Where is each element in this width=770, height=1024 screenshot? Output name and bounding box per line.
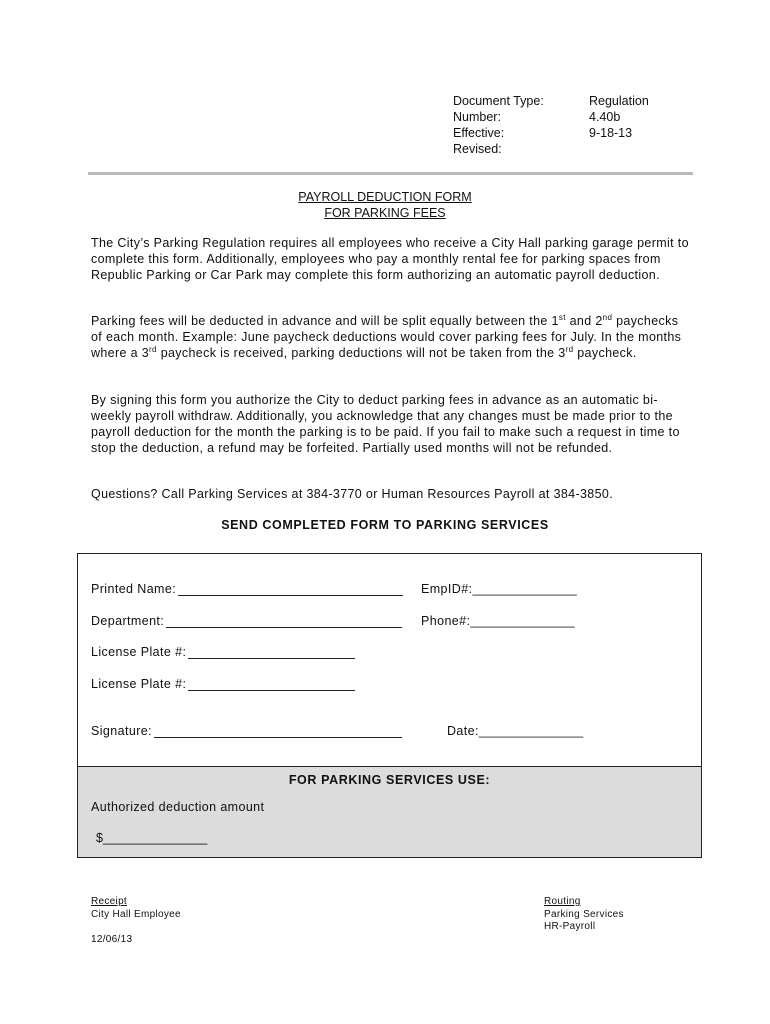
deduction-amount-label: Authorized deduction amount bbox=[91, 800, 265, 814]
routing-line-2: HR-Payroll bbox=[544, 921, 596, 932]
title-line-1: PAYROLL DEDUCTION FORM bbox=[298, 190, 472, 204]
meta-label: Revised: bbox=[453, 142, 502, 156]
date-blank[interactable]: _______________ bbox=[478, 724, 584, 738]
department-label: Department: bbox=[91, 614, 165, 628]
license-plate-field-1[interactable] bbox=[91, 645, 355, 659]
meta-row-effective bbox=[453, 125, 649, 141]
office-use-heading: FOR PARKING SERVICES USE: bbox=[288, 773, 491, 787]
department-line[interactable] bbox=[166, 615, 402, 628]
phone-blank[interactable]: _______________ bbox=[470, 614, 575, 628]
routing-line-1: Parking Services bbox=[544, 908, 624, 920]
phone-field[interactable] bbox=[421, 614, 575, 628]
meta-value: Regulation bbox=[589, 94, 649, 108]
empid-label: EmpID#: bbox=[421, 582, 473, 596]
title-line-2: FOR PARKING FEES bbox=[324, 206, 446, 220]
routing-block bbox=[544, 896, 624, 934]
meta-value: 4.40b bbox=[589, 110, 621, 124]
meta-row-type bbox=[453, 93, 649, 109]
printed-name-field[interactable] bbox=[91, 582, 403, 596]
authorization-paragraph: By signing this form you authorize the City to deduct parking fees in advance as an automatic bi-weekly payroll withdraw. Additionally, you acknowledge that any changes must be made prior to the payroll deduction for the month the parking is to be paid. If you fail to make such a request in time to stop the deduction, a refund may be forfeited. Partially used months will not be refunded. bbox=[91, 393, 680, 455]
document-metadata bbox=[453, 93, 649, 157]
schedule-paragraph: Parking fees will be deducted in advance and will be split equally between the 1st and 2nd paychecks of each month. Example: June paycheck deductions would cover parking fees for July. In the months where a 3rd paycheck is received, parking deductions will not be taken from the 3rd paycheck. bbox=[91, 312, 682, 360]
meta-row-revised bbox=[453, 141, 649, 157]
license-plate-line[interactable] bbox=[188, 646, 355, 659]
license-plate-line[interactable] bbox=[188, 678, 355, 691]
date-label: Date: bbox=[447, 724, 479, 738]
deduction-amount-field[interactable]: $_______________ bbox=[96, 831, 208, 845]
meta-label: Effective: bbox=[453, 126, 505, 140]
date-field[interactable] bbox=[447, 724, 583, 738]
signature-field[interactable] bbox=[91, 724, 402, 738]
receipt-block bbox=[91, 896, 181, 921]
department-field[interactable] bbox=[91, 614, 402, 628]
meta-row-number bbox=[453, 109, 649, 125]
employee-form bbox=[77, 553, 702, 858]
license-plate-label: License Plate #: bbox=[91, 645, 187, 659]
receipt-heading: Receipt bbox=[91, 896, 128, 907]
license-plate-field-2[interactable] bbox=[91, 677, 355, 691]
questions-paragraph: Questions? Call Parking Services at 384-3770 or Human Resources Payroll at 384-3850. bbox=[91, 487, 614, 501]
meta-label: Number: bbox=[453, 110, 501, 124]
license-plate-label: License Plate #: bbox=[91, 677, 187, 691]
routing-heading: Routing bbox=[544, 896, 581, 907]
receipt-line: City Hall Employee bbox=[91, 908, 181, 920]
meta-label: Document Type: bbox=[453, 94, 544, 108]
printed-name-line[interactable] bbox=[178, 583, 403, 596]
form-date-code: 12/06/13 bbox=[91, 934, 133, 945]
meta-value: 9-18-13 bbox=[589, 126, 633, 140]
office-use-section bbox=[78, 766, 701, 857]
printed-name-label: Printed Name: bbox=[91, 582, 177, 596]
empid-blank[interactable]: _______________ bbox=[472, 582, 577, 596]
empid-field[interactable] bbox=[421, 582, 577, 596]
signature-line[interactable] bbox=[154, 725, 402, 738]
intro-paragraph: The City’s Parking Regulation requires all employees who receive a City Hall parking garage permit to complete this form. Additionally, employees who pay a monthly rental fee for parking spaces from Republic Parking or Car Park may complete this form authorizing an automatic payroll deduction. bbox=[91, 236, 689, 282]
phone-label: Phone#: bbox=[421, 614, 471, 628]
signature-label: Signature: bbox=[91, 724, 152, 738]
header-divider bbox=[88, 172, 693, 175]
page-title bbox=[0, 189, 770, 221]
send-instruction: SEND COMPLETED FORM TO PARKING SERVICES bbox=[221, 518, 549, 532]
